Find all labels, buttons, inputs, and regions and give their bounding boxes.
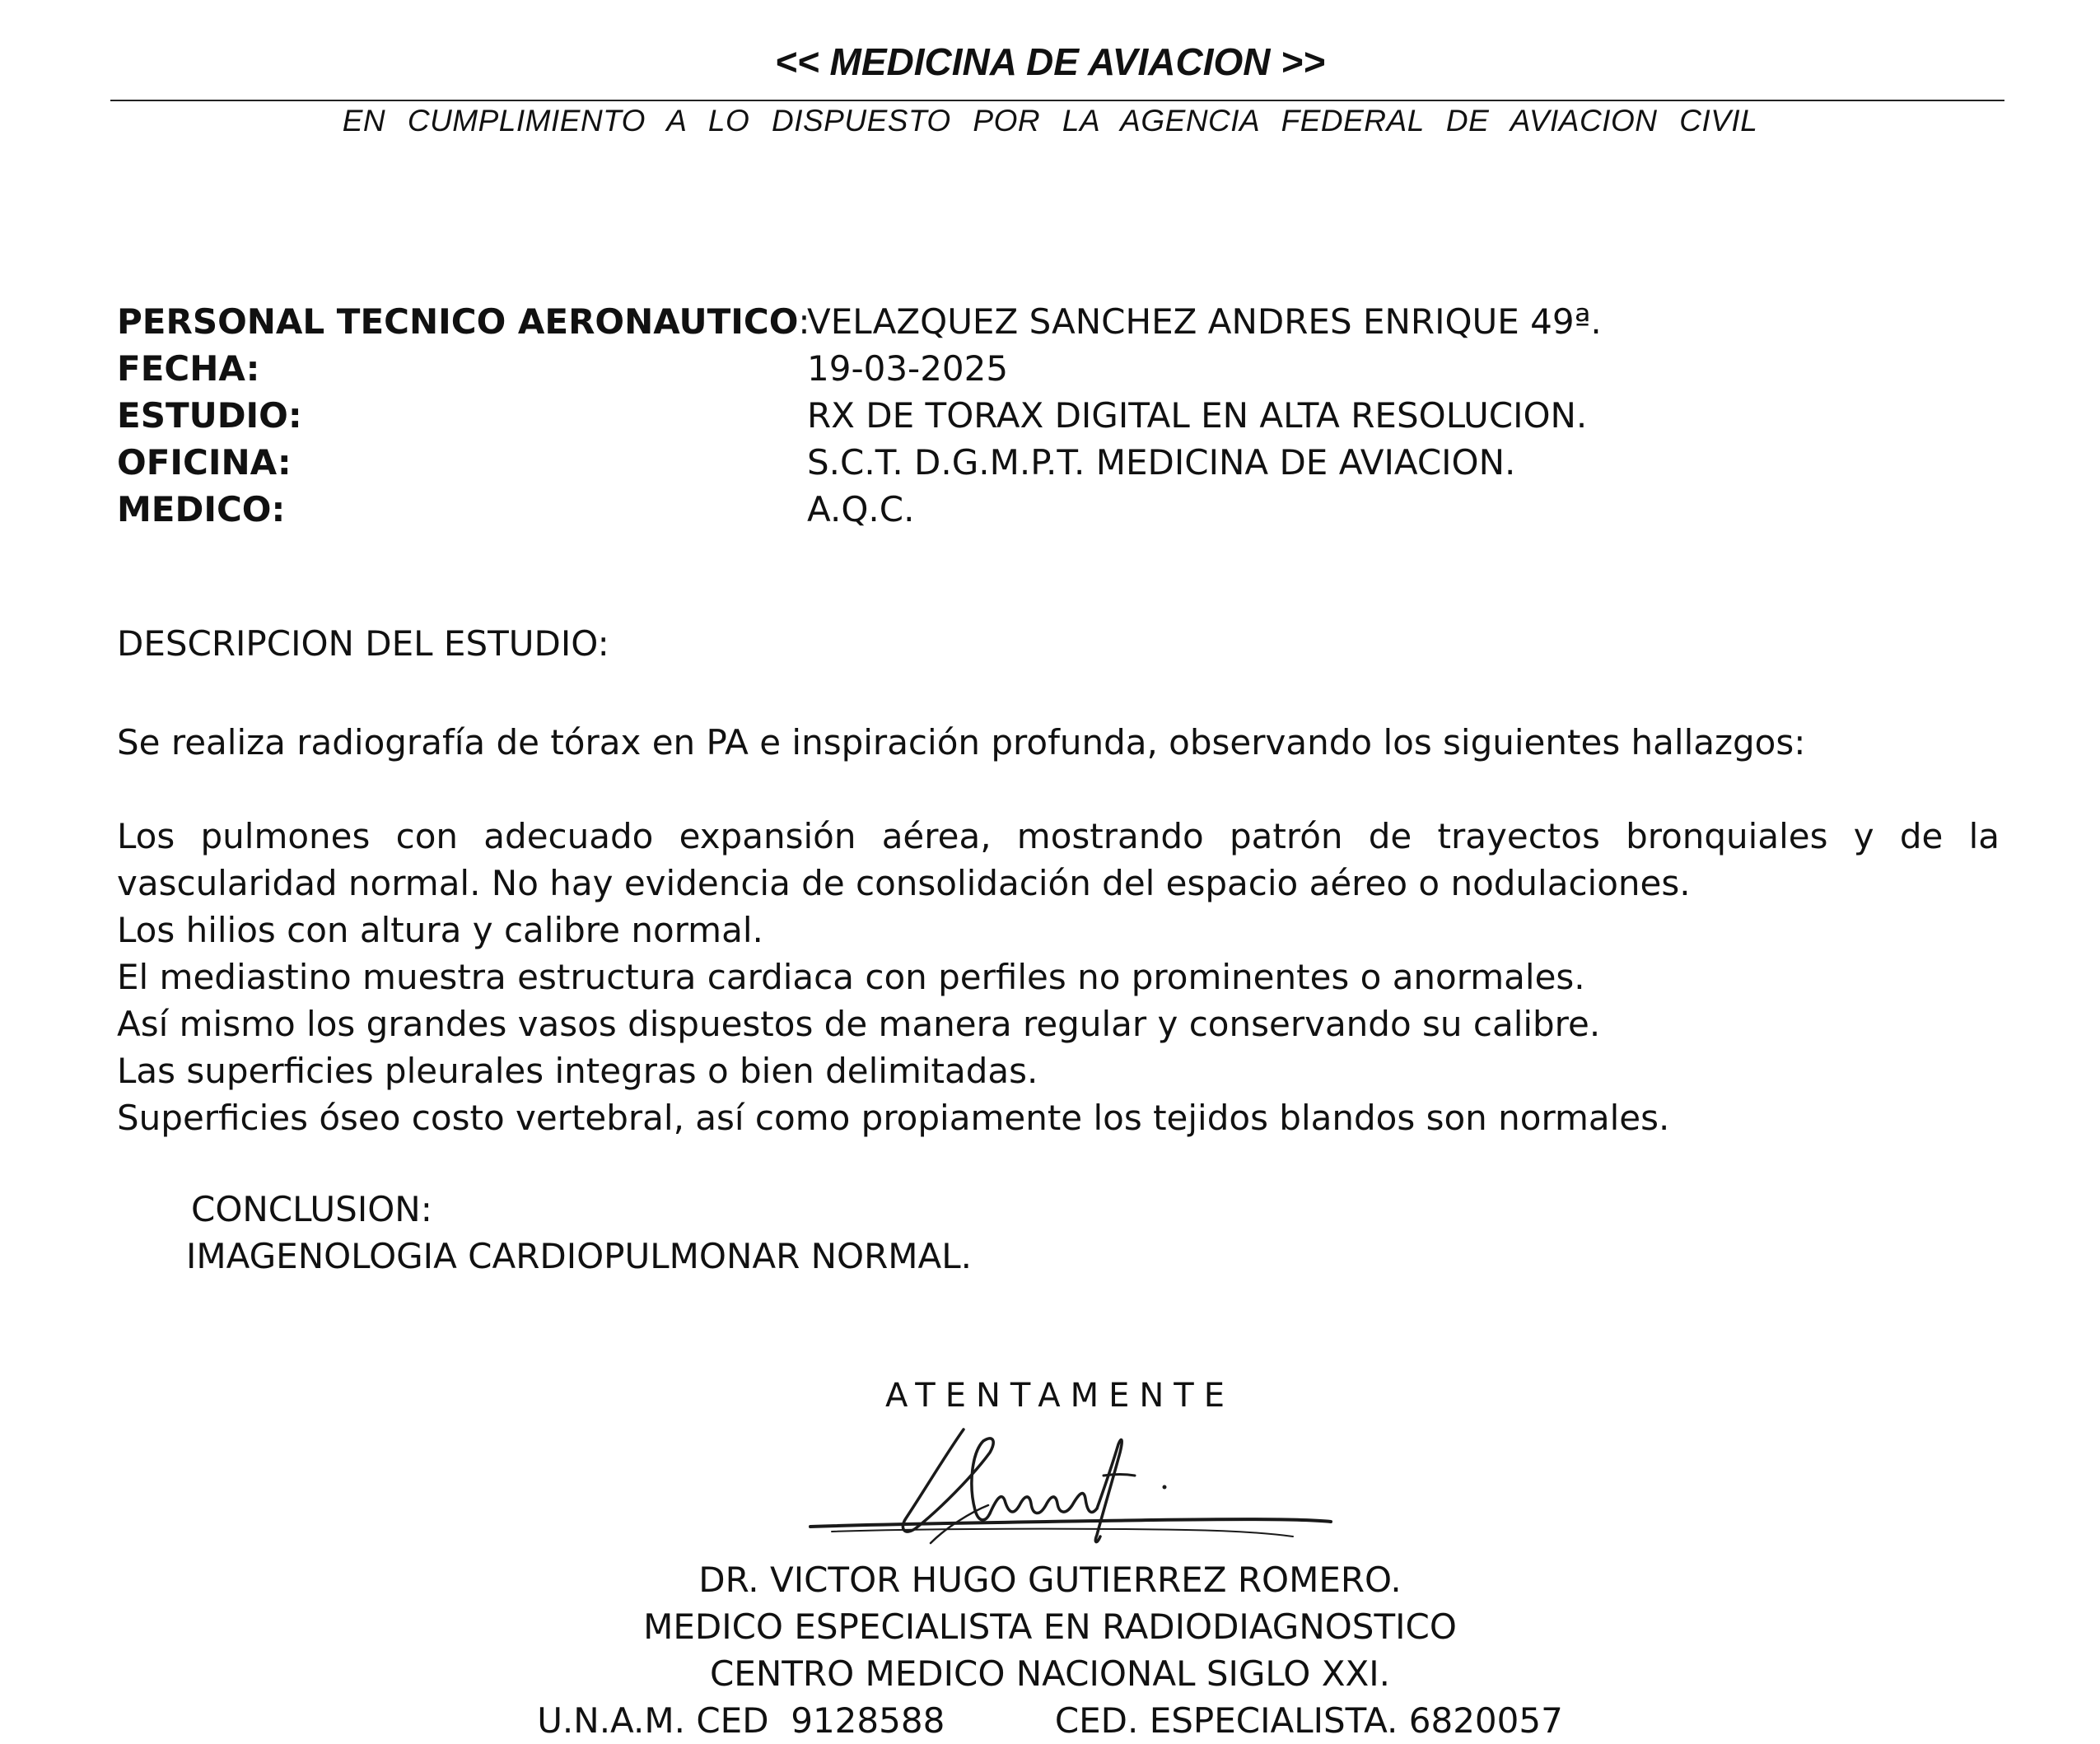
finding-oseo: Superficies óseo costo vertebral, así como propiamente los tejidos blandos son normales. — [117, 1098, 1670, 1138]
info-row-fecha — [117, 345, 1602, 392]
patient-info-table — [117, 298, 1602, 533]
conclusion-label: CONCLUSION: — [191, 1189, 432, 1229]
info-label-medico: MEDICO: — [117, 489, 286, 529]
doctor-credentials — [0, 1697, 2100, 1744]
handwritten-signature — [807, 1420, 1351, 1560]
info-label-estudio: ESTUDIO: — [117, 395, 302, 436]
info-label-personal: PERSONAL TECNICO AERONAUTICO — [117, 301, 799, 342]
info-value-oficina: S.C.T. D.G.M.P.T. MEDICINA DE AVIACION. — [807, 442, 1516, 483]
info-row-medico — [117, 486, 1602, 533]
conclusion-text: IMAGENOLOGIA CARDIOPULMONAR NORMAL. — [186, 1236, 973, 1276]
finding-lungs: Los pulmones con adecuado expansión aérea, mostrando patrón de trayectos bronquiales y de la vascularidad normal. No hay evidencia de consolidación del espacio aéreo o nodulaciones. — [117, 816, 2000, 903]
info-value-personal: VELAZQUEZ SANCHEZ ANDRES ENRIQUE 49ª. — [807, 301, 1602, 342]
doctor-institution: CENTRO MEDICO NACIONAL SIGLO XXI. — [709, 1653, 1391, 1694]
doctor-specialty: MEDICO ESPECIALISTA EN RADIODIAGNOSTICO — [643, 1606, 1457, 1647]
header-divider — [110, 100, 2004, 101]
info-row-estudio — [117, 392, 1602, 439]
info-row-personal — [117, 298, 1602, 345]
info-row-oficina — [117, 439, 1602, 486]
finding-hilios: Los hilios con altura y calibre normal. — [117, 910, 763, 950]
conclusion-block — [186, 1186, 972, 1280]
info-label-colon: : — [798, 301, 810, 342]
info-value-estudio: RX DE TORAX DIGITAL EN ALTA RESOLUCION. — [807, 395, 1588, 436]
info-value-medico: A.Q.C. — [807, 489, 915, 529]
doctor-cedula: U.N.A.M. CED 9128588 — [537, 1700, 945, 1741]
description-body — [117, 719, 2000, 1141]
description-heading: DESCRIPCION DEL ESTUDIO: — [117, 623, 609, 664]
finding-pleura: Las superficies pleurales integras o bien delimitadas. — [117, 1051, 1038, 1091]
document-title: << MEDICINA DE AVIACION >> — [775, 40, 1325, 83]
doctor-cedula-especialista: CED. ESPECIALISTA. 6820057 — [1054, 1700, 1563, 1741]
finding-vasos: Así mismo los grandes vasos dispuestos de manera regular y conservando su calibre. — [117, 1004, 1601, 1044]
document-subtitle: EN CUMPLIMIENTO A LO DISPUESTO POR LA AGENCIA FEDERAL DE AVIACION CIVIL — [342, 104, 1758, 138]
closing-salutation: ATENTAMENTE — [885, 1377, 1234, 1415]
info-label-fecha: FECHA: — [117, 348, 260, 389]
doctor-block — [0, 1556, 2100, 1744]
info-label-oficina: OFICINA: — [117, 442, 292, 483]
doctor-name: DR. VICTOR HUGO GUTIERREZ ROMERO. — [698, 1560, 1402, 1600]
finding-mediastino: El mediastino muestra estructura cardiaca con perfiles no prominentes o anormales. — [117, 957, 1585, 997]
info-value-fecha: 19-03-2025 — [807, 348, 1009, 389]
description-intro: Se realiza radiografía de tórax en PA e inspiración profunda, observando los siguientes hallazgos: — [117, 722, 1806, 762]
